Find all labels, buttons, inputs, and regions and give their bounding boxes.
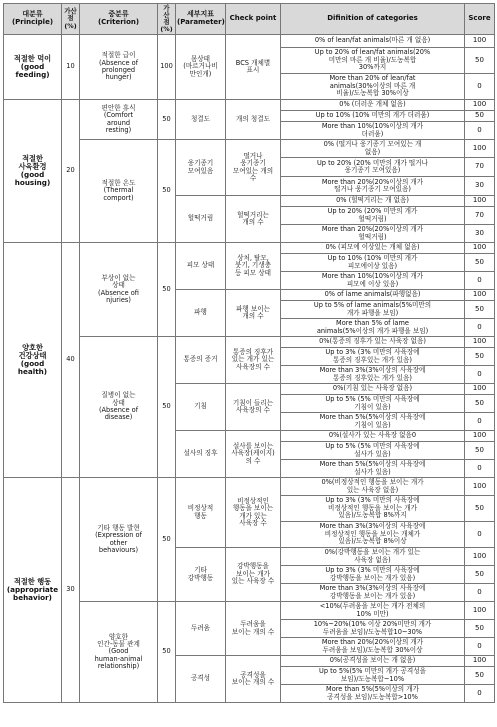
definition-cell: 0% (더러운 개체 없음) (281, 100, 465, 111)
definition-cell: More than 5%(5%이상의 개가 공격성을 보임)/도농복합>10% (281, 685, 465, 703)
criterion-cell: 적절한 온도 (Thermal comport) (80, 140, 158, 243)
definition-cell: More than 20%(20%이상의 개가 헐떡거림) (281, 225, 465, 243)
check-point-cell: 공격성을 보이는 개의 수 (226, 656, 281, 703)
score-cell: 70 (465, 158, 495, 177)
definition-cell: More than 5%(5%이상의 사육장에 설사가 있음) (281, 460, 465, 478)
criterion-weight: 50 (158, 140, 176, 243)
definition-cell: 0%(비정상적인 행동을 보이는 개가 있는 사육장 없음) (281, 478, 465, 496)
parameter-cell: 두려움 (176, 602, 226, 656)
definition-cell: More than 20% of lean/fat animals(30%이상의 마른 개 비율)/도농복합 30%이상 (281, 74, 465, 100)
score-cell: 100 (465, 656, 495, 667)
definition-cell: Up to 5%(5% 미만의 개가 공격성을 보임)/도농복합~10% (281, 667, 465, 685)
definition-cell: 0%(통증의 징후가 있는 사육장 없음) (281, 337, 465, 348)
definition-cell: 0%(설사가 있는 사육장 없음0 (281, 431, 465, 442)
score-cell: 0 (465, 685, 495, 703)
parameter-cell: 피모 상태 (176, 243, 226, 290)
parameter-cell: 비정상적 행동 (176, 478, 226, 548)
score-cell: 100 (465, 196, 495, 207)
header-check-point: Check point (226, 4, 281, 35)
score-cell: 50 (465, 395, 495, 413)
table-row (4, 35, 495, 48)
definition-cell: 0%(강박행동을 보이는 개가 있는 사육장 없음) (281, 548, 465, 566)
criterion-weight: 50 (158, 337, 176, 478)
parameter-cell: 공격성 (176, 656, 226, 703)
score-cell: 0 (465, 522, 495, 548)
definition-cell: Up to 5% (5% 미만의 사육장에 기침이 있음) (281, 395, 465, 413)
score-cell: 100 (465, 100, 495, 111)
header-parameter: 세부지표 (Parameter) (176, 4, 226, 35)
check-point-cell: 강박행동을 보이는 개가 있는 사육장 수 (226, 548, 281, 602)
score-cell: 50 (465, 620, 495, 638)
definition-cell: Up to 3% (3% 미만의 사육장에 비정상적인 행동을 보이는 개가 있음)/도농복합 8%까지 (281, 496, 465, 522)
score-cell: 100 (465, 548, 495, 566)
principle-cell: 양호한 건강상태 (good health) (4, 243, 62, 478)
definition-cell: More than 20%(20%이상의 개가 떨거나 웅기종기 모여있음) (281, 177, 465, 196)
principle-weight: 10 (62, 35, 80, 100)
parameter-cell: 청결도 (176, 100, 226, 140)
definition-cell: 0%(공격성을 보이는 개 없음) (281, 656, 465, 667)
score-cell: 100 (465, 337, 495, 348)
score-cell: 100 (465, 602, 495, 620)
score-cell: 0 (465, 122, 495, 140)
criterion-weight: 50 (158, 602, 176, 703)
parameter-cell: 설사의 징후 (176, 431, 226, 478)
definition-cell: Up to 20% of lean/fat animals(20% 미만의 마른 개 비율)/도농복합 30%까지 (281, 48, 465, 74)
score-cell: 100 (465, 243, 495, 254)
definition-cell: More than 3%(3%이상의 사육장에 강박행동을 보이는 개가 있음) (281, 584, 465, 602)
score-cell: 70 (465, 207, 495, 225)
definition-cell: 0% (헐떡거리는 개 없음) (281, 196, 465, 207)
principle-weight: 20 (62, 100, 80, 243)
score-cell: 50 (465, 442, 495, 460)
definition-cell: 0% (피모에 이상있는 개체 없음) (281, 243, 465, 254)
definition-cell: Up to 5% (5% 미만의 사육장에 설사가 있음) (281, 442, 465, 460)
definition-cell: 0%(기침 있는 사육장 없음) (281, 384, 465, 395)
parameter-cell: 몸상태 (마르거나비 만인개) (176, 35, 226, 100)
definition-cell: Up to 20% (20% 미만의 개가 헐떡거림) (281, 207, 465, 225)
criterion-weight: 50 (158, 243, 176, 337)
score-cell: 50 (465, 566, 495, 584)
principle-cell: 적절한 사육환경 (good housing) (4, 100, 62, 243)
criterion-cell: 질병이 없는 상태 (Absence of disease) (80, 337, 158, 478)
score-cell: 50 (465, 301, 495, 319)
score-cell: 0 (465, 74, 495, 100)
header-score: Score (465, 4, 495, 35)
score-cell: 100 (465, 384, 495, 395)
score-cell: 100 (465, 290, 495, 301)
definition-cell: More than 10%(10%이상의 개가 피모에 이상 있음) (281, 272, 465, 290)
definition-cell: Up to 5% of lame animals(5%미만의 개가 파행을 보임) (281, 301, 465, 319)
definition-cell: Up to 10% (10% 미만의 개가 더러움) (281, 111, 465, 122)
definition-cell: 0% of lean/fat animals(마른 개 없음) (281, 35, 465, 48)
welfare-assessment-table-wrapper (3, 3, 494, 703)
check-point-cell: 파행 보이는 개의 수 (226, 290, 281, 337)
check-point-cell: 비정상적인 행동을 보이는 개가 있는 사육장 수 (226, 478, 281, 548)
parameter-cell: 통증의 증거 (176, 337, 226, 384)
parameter-cell: 웅기종기 모여있음 (176, 140, 226, 196)
definition-cell: Up to 10% (10% 미만의 개가 피모에이상 있음) (281, 254, 465, 272)
table-row (4, 100, 495, 111)
definition-cell: More than 5%(5%이상의 사육장에 기침이 있음) (281, 413, 465, 431)
score-cell: 0 (465, 272, 495, 290)
definition-cell: 0% (떨거나 웅기종기 모여있는 개 없음) (281, 140, 465, 158)
definition-cell: 0% of lame animals(파행없음) (281, 290, 465, 301)
principle-cell: 적절한 행동 (appropriate behavior) (4, 478, 62, 703)
score-cell: 50 (465, 496, 495, 522)
parameter-cell: 기타 강박행동 (176, 548, 226, 602)
criterion-cell: 부상이 없는 상태 (Absence ofi njuries) (80, 243, 158, 337)
check-point-cell: 설사를 보이는 사육장(케이지) 의 수 (226, 431, 281, 478)
header-criterion: 중분류 (Criterion) (80, 4, 158, 35)
score-cell: 100 (465, 431, 495, 442)
header-principle: 대분류 (Principle) (4, 4, 62, 35)
parameter-cell: 헐떡거림 (176, 196, 226, 243)
definition-cell: More than 3%(3%이상의 사육장에 통증의 징후있는 개가 있음) (281, 366, 465, 384)
definition-cell: Up to 3% (3% 미만의 사육장에 강박행동을 보이는 개가 있음) (281, 566, 465, 584)
score-cell: 0 (465, 460, 495, 478)
header-principle-weight: 가산 점 (%) (62, 4, 80, 35)
check-point-cell: 떨거나 웅기종기 모여있는 개의 수 (226, 140, 281, 196)
score-cell: 30 (465, 177, 495, 196)
definition-cell: <10%(두려움을 보이는 개가 전체의 10% 미만) (281, 602, 465, 620)
score-cell: 50 (465, 48, 495, 74)
check-point-cell: 기침이 들리는 사육장의 수 (226, 384, 281, 431)
header-criterion-weight: 가 산 점 (%) (158, 4, 176, 35)
score-cell: 0 (465, 584, 495, 602)
check-point-cell: BCS 개체별 표시 (226, 35, 281, 100)
definition-cell: More than 10%(10%이상의 개가 더러움) (281, 122, 465, 140)
criterion-cell: 편안한 휴식 (Comfort around resting) (80, 100, 158, 140)
score-cell: 0 (465, 413, 495, 431)
criterion-cell: 양호한 인간-동물 관계 (Good human-animal relationship) (80, 602, 158, 703)
score-cell: 50 (465, 111, 495, 122)
criterion-weight: 100 (158, 35, 176, 100)
welfare-assessment-table (3, 3, 495, 703)
table-row (4, 478, 495, 496)
check-point-cell: 개의 청결도 (226, 100, 281, 140)
score-cell: 100 (465, 478, 495, 496)
definition-cell: Up to 20% (20% 미만의 개가 떨거나 웅기종기 모여있음) (281, 158, 465, 177)
table-row (4, 243, 495, 254)
parameter-cell: 파행 (176, 290, 226, 337)
check-point-cell: 통증의 징후가 있는 개가 있는 사육장의 수 (226, 337, 281, 384)
parameter-cell: 기침 (176, 384, 226, 431)
score-cell: 100 (465, 35, 495, 48)
score-cell: 50 (465, 667, 495, 685)
principle-weight: 30 (62, 478, 80, 703)
score-cell: 100 (465, 140, 495, 158)
check-point-cell: 헐떡거리는 개의 수 (226, 196, 281, 243)
principle-cell: 적절한 먹이 (good feeding) (4, 35, 62, 100)
criterion-weight: 50 (158, 478, 176, 602)
definition-cell: More than 3%(3%이상의 사육장에 비정상적인 행동을 보이는 개체가 있음)/도농복합 8%이상 (281, 522, 465, 548)
definition-cell: More than 20%(20%이상의 개가 두려움을 보임)/도농복합 30%이상 (281, 638, 465, 656)
principle-weight: 40 (62, 243, 80, 478)
criterion-cell: 적절한 급이 (Absence of prolonged hunger) (80, 35, 158, 100)
definition-cell: 10%~20%(10% 이상 20%미만의 개가 두려움을 보임)/도농복합10~30% (281, 620, 465, 638)
check-point-cell: 상처, 탈모, 붓기, 기생충 등 피모 상태 (226, 243, 281, 290)
header-definition: Difinition of categories (281, 4, 465, 35)
score-cell: 30 (465, 225, 495, 243)
check-point-cell: 두려움을 보이는 개의 수 (226, 602, 281, 656)
score-cell: 0 (465, 319, 495, 337)
criterion-cell: 기타 행동 발현 (Expression of other behaviours) (80, 478, 158, 602)
definition-cell: More than 5% of lame animals(5%이상의 개가 파행을 보임) (281, 319, 465, 337)
score-cell: 50 (465, 348, 495, 366)
definition-cell: Up to 3% (3% 미만의 사육장에 통증의 징후있는 개가 있음) (281, 348, 465, 366)
criterion-weight: 50 (158, 100, 176, 140)
score-cell: 0 (465, 638, 495, 656)
header-row (4, 4, 495, 35)
score-cell: 50 (465, 254, 495, 272)
score-cell: 0 (465, 366, 495, 384)
